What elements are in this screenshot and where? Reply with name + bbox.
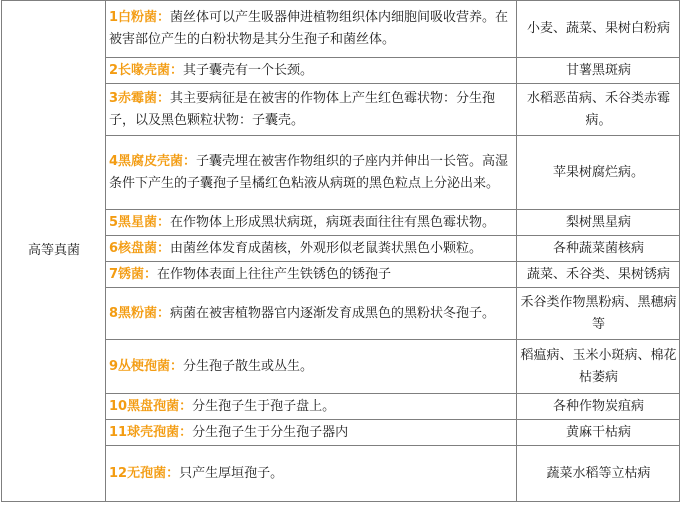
fungus-text: 分生孢子散生或丛生。 xyxy=(183,358,314,374)
fungi-table xyxy=(1,0,680,502)
fungus-name: 4黑腐皮壳菌： xyxy=(109,153,197,169)
fungus-name: 1白粉菌： xyxy=(109,10,171,25)
disease-cell: 水稻恶苗病、禾谷类赤霉病。 xyxy=(517,84,680,136)
fungus-text: 子囊壳埋在被害作物组织的子座内并伸出一长管。高湿条件下产生的子囊孢子呈橘红色粘液从病斑的黑色粒点上分泌出来。 xyxy=(109,153,509,191)
fungus-text: 分生孢子生于分生孢子器内 xyxy=(192,424,349,440)
fungus-name: 5黑星菌： xyxy=(109,214,171,230)
fungus-name: 6核盘菌： xyxy=(109,240,171,256)
disease-cell: 蔬菜、禾谷类、果树锈病 xyxy=(517,262,680,288)
fungus-name: 3赤霉菌： xyxy=(109,90,171,106)
fungus-name: 2长喙壳菌： xyxy=(109,62,184,78)
disease-cell: 小麦、蔬菜、果树白粉病 xyxy=(517,1,680,58)
disease-cell: 各种蔬菜菌核病 xyxy=(517,236,680,262)
fungus-description xyxy=(106,446,517,502)
fungus-text: 分生孢子生于孢子盘上。 xyxy=(192,398,336,414)
fungus-text: 在作物体上形成黑状病斑，病斑表面往往有黑色霉状物。 xyxy=(170,214,496,230)
table-row xyxy=(2,1,680,58)
fungus-text: 菌丝体可以产生吸器伸进植物组织体内细胞间吸收营养。在被害部位产生的白粉状物是其分生孢子和菌丝体。 xyxy=(109,10,509,47)
fungus-text: 由菌丝体发育成菌核，外观形似老鼠粪状黑色小颗粒。 xyxy=(170,240,483,256)
fungus-text: 在作物体表面上往往产生铁锈色的锈孢子 xyxy=(157,266,392,282)
group-label: 高等真菌 xyxy=(2,1,106,502)
fungus-description xyxy=(106,340,517,394)
fungus-text: 其子囊壳有一个长颈。 xyxy=(183,62,314,78)
fungus-description xyxy=(106,420,517,446)
fungus-text: 其主要病征是在被害的作物体上产生红色霉状物：分生孢子，以及黑色颗粒状物：子囊壳。 xyxy=(109,90,496,128)
disease-cell: 各种作物炭疽病 xyxy=(517,394,680,420)
fungus-description xyxy=(106,262,517,288)
fungus-description xyxy=(106,1,517,58)
fungus-name: 11球壳孢菌： xyxy=(109,424,193,440)
fungus-text: 病菌在被害植物器官内逐渐发育成黑色的黑粉状冬孢子。 xyxy=(170,305,496,321)
fungus-name: 7锈菌： xyxy=(109,266,158,282)
disease-cell: 黄麻干枯病 xyxy=(517,420,680,446)
fungus-description xyxy=(106,58,517,84)
fungus-description xyxy=(106,236,517,262)
fungus-text: 只产生厚垣孢子。 xyxy=(179,465,284,481)
disease-cell: 梨树黑星病 xyxy=(517,210,680,236)
fungus-description xyxy=(106,210,517,236)
fungus-name: 9丛梗孢菌： xyxy=(109,358,184,374)
fungus-name: 10黑盘孢菌： xyxy=(109,398,193,414)
fungus-description xyxy=(106,84,517,136)
disease-cell: 禾谷类作物黑粉病、黑穗病等 xyxy=(517,288,680,340)
disease-cell: 稻瘟病、玉米小斑病、棉花枯萎病 xyxy=(517,340,680,394)
disease-cell: 蔬菜水稻等立枯病 xyxy=(517,446,680,502)
disease-cell: 苹果树腐烂病。 xyxy=(517,136,680,210)
fungus-description xyxy=(106,136,517,210)
fungus-name: 12无孢菌： xyxy=(109,465,180,481)
fungus-description xyxy=(106,394,517,420)
fungus-description xyxy=(106,288,517,340)
disease-cell: 甘薯黑斑病 xyxy=(517,58,680,84)
fungus-name: 8黑粉菌： xyxy=(109,305,171,321)
